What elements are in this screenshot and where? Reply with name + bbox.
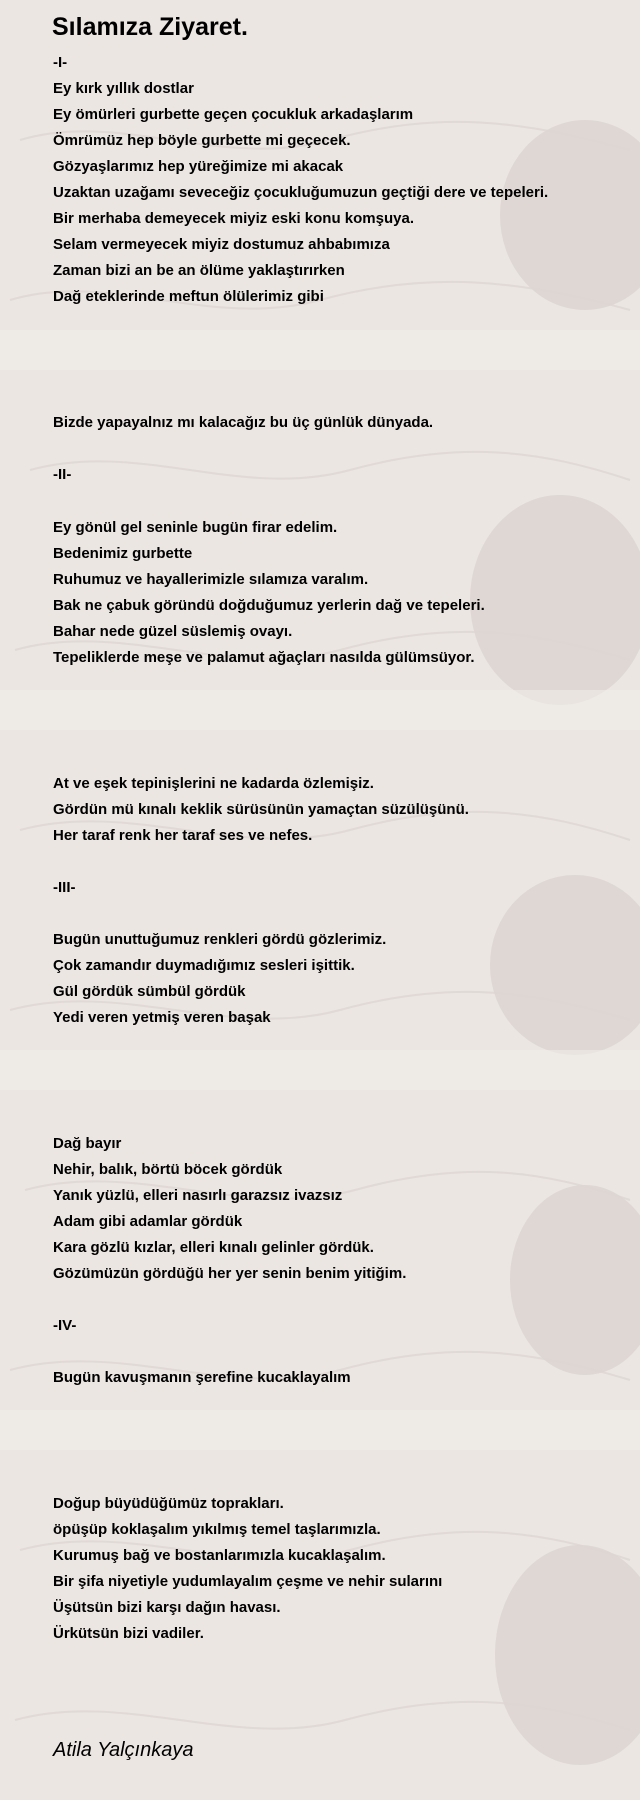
poem-line: Bugün kavuşmanın şerefine kucaklayalım [53, 1369, 351, 1386]
poem-line: Tepeliklerde meşe ve palamut ağaçları nasılda gülümsüyor. [53, 649, 475, 666]
section-heading: -I- [53, 54, 68, 71]
section-heading: -III- [53, 879, 76, 896]
poem-line: Dağ bayır [53, 1135, 122, 1152]
poem-line: Zaman bizi an be an ölüme yaklaştırırken [53, 262, 345, 279]
poem-line: Bugün unuttuğumuz renkleri gördü gözlerimiz. [53, 931, 387, 948]
section-heading: -IV- [53, 1317, 77, 1334]
poem-line: öpüşüp koklaşalım yıkılmış temel taşlarımızla. [53, 1521, 381, 1538]
poem-line: Kara gözlü kızlar, elleri kınalı gelinler gördük. [53, 1239, 374, 1256]
poem-line: Yanık yüzlü, elleri nasırlı garazsız ivazsız [53, 1187, 343, 1204]
poem-line: Nehir, balık, börtü böcek gördük [53, 1161, 283, 1178]
poem-line: Ey gönül gel seninle bugün firar edelim. [53, 519, 338, 536]
poem-line: Bak ne çabuk göründü doğduğumuz yerlerin dağ ve tepeleri. [53, 597, 485, 614]
poem-line: Dağ eteklerinde meftun ölülerimiz gibi [53, 288, 324, 305]
poem-line: Bahar nede güzel süslemiş ovayı. [53, 623, 293, 640]
poem-line: Gördün mü kınalı keklik sürüsünün yamaçtan süzülüşünü. [53, 801, 469, 818]
poem-line: Ürkütsün bizi vadiler. [53, 1625, 204, 1642]
poem-line: Adam gibi adamlar gördük [53, 1213, 243, 1230]
poem-line: Bir merhaba demeyecek miyiz eski konu komşuya. [53, 210, 415, 227]
poem-line: Doğup büyüdüğümüz toprakları. [53, 1495, 284, 1512]
poem-author: Atila Yalçınkaya [53, 1739, 194, 1761]
poem-line: Ömrümüz hep böyle gurbette mi geçecek. [53, 132, 351, 149]
poem-line: Kurumuş bağ ve bostanlarımızla kucaklaşalım. [53, 1547, 386, 1564]
poem-line: At ve eşek tepinişlerini ne kadarda özlemişiz. [53, 775, 374, 792]
poem-line: Bir şifa niyetiyle yudumlayalım çeşme ve nehir sularını [53, 1573, 443, 1590]
poem-line: Üşütsün bizi karşı dağın havası. [53, 1599, 281, 1616]
poem-line: Gül gördük sümbül gördük [53, 983, 246, 1000]
poem-line: Selam vermeyecek miyiz dostumuz ahbabımıza [53, 236, 390, 253]
poem-line: Bizde yapayalnız mı kalacağız bu üç günlük dünyada. [53, 414, 434, 431]
poem-title: Sılamıza Ziyaret. [52, 13, 248, 41]
poem-line: Bedenimiz gurbette [53, 545, 193, 562]
poem-line: Gözümüzün gördüğü her yer senin benim yitiğim. [53, 1265, 407, 1282]
poem-line: Ruhumuz ve hayallerimizle sılamıza varalım. [53, 571, 369, 588]
poem-line: Uzaktan uzağamı seveceğiz çocukluğumuzun geçtiği dere ve tepeleri. [53, 184, 549, 201]
poem-line: Gözyaşlarımız hep yüreğimize mi akacak [53, 158, 344, 175]
poem-line: Çok zamandır duymadığımız sesleri işittik. [53, 957, 355, 974]
poem-line: Ey ömürleri gurbette geçen çocukluk arkadaşlarım [53, 106, 414, 123]
poem-line: Ey kırk yıllık dostlar [53, 80, 194, 97]
poem-line: Yedi veren yetmiş veren başak [53, 1009, 271, 1026]
poem-line: Her taraf renk her taraf ses ve nefes. [53, 827, 313, 844]
section-heading: -II- [53, 466, 72, 483]
